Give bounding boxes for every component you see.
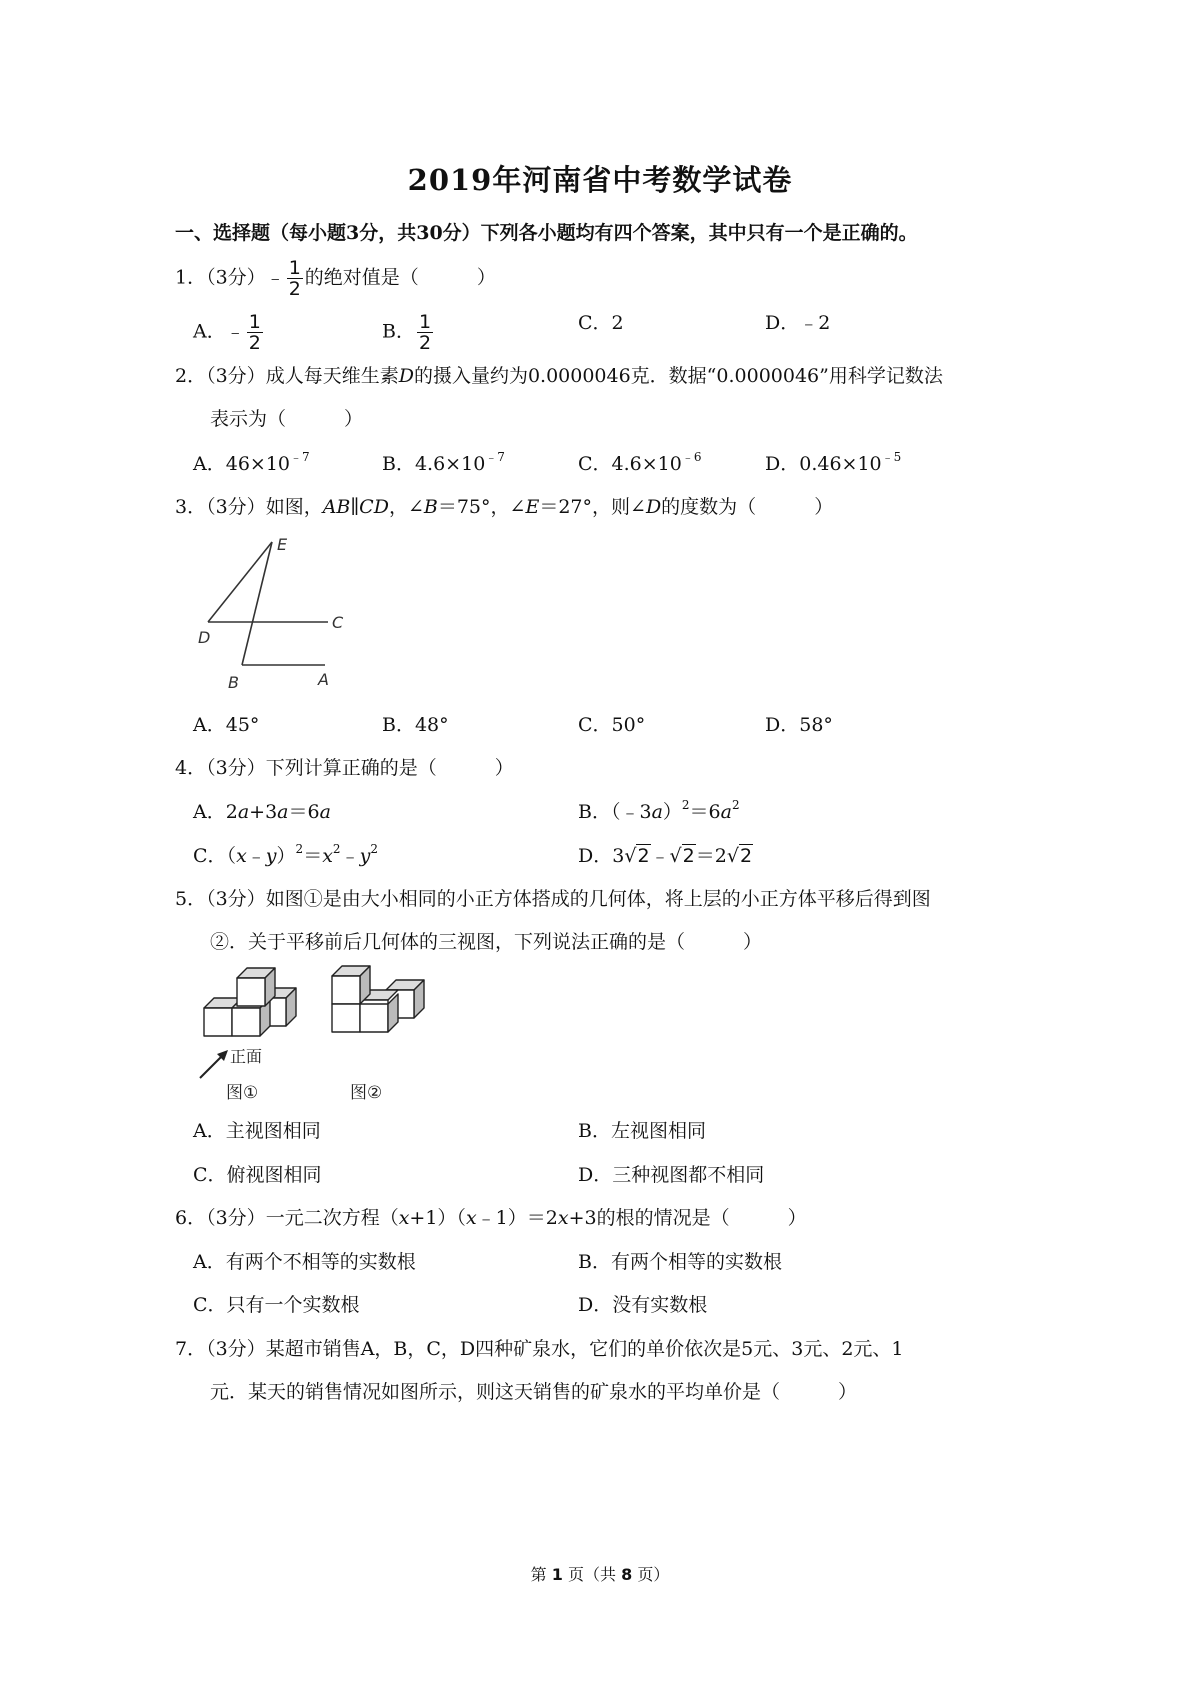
question-2-cont: 表示为（ ） bbox=[210, 408, 364, 430]
q6-option-c: C．只有一个实数根 bbox=[193, 1294, 360, 1316]
question-7-cont: 元．某天的销售情况如图所示，则这天销售的矿泉水的平均单价是（ ） bbox=[210, 1381, 858, 1403]
page-title: 2019年河南省中考数学试卷 bbox=[407, 163, 793, 197]
q5-option-d: D．三种视图都不相同 bbox=[578, 1164, 765, 1186]
figure-1-cubes bbox=[204, 968, 296, 1036]
q3-option-a: A．45° bbox=[193, 714, 260, 736]
figure-1-label: 图① bbox=[226, 1083, 259, 1103]
q3-option-d: D．58° bbox=[765, 714, 833, 736]
q4-option-c: C．$(x﹣y)^2=x^2﹣y^2$ bbox=[193, 841, 378, 867]
question-7: 7．（3分）某超市销售A，B，C，D四种矿泉水，它们的单价依次是5元、3元、2元、1 bbox=[175, 1338, 904, 1360]
front-label: 正面 bbox=[230, 1047, 263, 1066]
q1-option-b: B． $\frac{1}{2}$ bbox=[382, 311, 432, 354]
question-2: 2．（3分）成人每天维生素D的摄入量约为0.0000046克．数据“0.0000046”用科学记数法 bbox=[175, 365, 943, 387]
q6-option-b: B．有两个相等的实数根 bbox=[578, 1251, 782, 1273]
q3-option-c: C．50° bbox=[578, 714, 646, 736]
q4-option-b: B．$(﹣3a)^2=6a^2$ bbox=[578, 797, 740, 823]
question-5: 5．（3分）如图①是由大小相同的小正方体搭成的几何体，将上层的小正方体平移后得到图 bbox=[175, 888, 931, 910]
figure-2-label: 图② bbox=[350, 1083, 383, 1103]
q1-option-a: A．﹣ $\frac{1}{2}$ bbox=[193, 311, 261, 354]
q2-option-c: C．$4.6\times 10^{﹣6}$ bbox=[578, 449, 702, 475]
question-1: 1．（3分）﹣ $\frac{1}{2}$ 的绝对值是（ ） bbox=[175, 257, 496, 300]
question-3: 3．（3分）如图，AB∥CD，∠B＝75°，∠E＝27°，则∠D的度数为（ ） bbox=[175, 496, 834, 518]
q1-option-d: D．﹣2 bbox=[765, 312, 831, 334]
q3-option-b: B．48° bbox=[382, 714, 449, 736]
label-c: C bbox=[332, 613, 344, 632]
q4-option-a: A．2a+3a＝6a bbox=[193, 801, 331, 823]
q5-option-b: B．左视图相同 bbox=[578, 1120, 706, 1142]
label-a: A bbox=[318, 670, 329, 689]
page-footer: 第 1 页（共 8 页） bbox=[530, 1565, 670, 1584]
section-heading: 一、选择题（每小题3分，共30分）下列各小题均有四个答案，其中只有一个是正确的。 bbox=[175, 222, 918, 244]
q5-cube-figures bbox=[190, 958, 450, 1108]
q5-option-c: C．俯视图相同 bbox=[193, 1164, 322, 1186]
q5-option-a: A．主视图相同 bbox=[193, 1120, 321, 1142]
q3-geometry-figure bbox=[190, 528, 370, 698]
q6-option-d: D．没有实数根 bbox=[578, 1294, 708, 1316]
figure-2-cubes bbox=[332, 966, 424, 1032]
front-arrow-icon bbox=[200, 1050, 228, 1078]
question-4: 4．（3分）下列计算正确的是（ ） bbox=[175, 757, 514, 779]
q1-option-c: C．2 bbox=[578, 312, 624, 334]
q2-option-d: D．$0.46\times 10^{﹣5}$ bbox=[765, 449, 902, 475]
label-d: D bbox=[198, 628, 211, 647]
label-b: B bbox=[228, 673, 239, 692]
q2-option-b: B．$4.6\times 10^{﹣7}$ bbox=[382, 449, 505, 475]
fraction: $\frac{1}{2}$ bbox=[288, 257, 301, 300]
q4-option-d: D．3√2﹣√2＝2√2 bbox=[578, 845, 753, 867]
q2-option-a: A．$46\times 10^{﹣7}$ bbox=[193, 449, 310, 475]
question-6: 6．（3分）一元二次方程（x+1）（x﹣1）＝2x+3的根的情况是（ ） bbox=[175, 1207, 807, 1229]
label-e: E bbox=[277, 535, 288, 554]
q6-option-a: A．有两个不相等的实数根 bbox=[193, 1251, 416, 1273]
question-5-cont: ②．关于平移前后几何体的三视图，下列说法正确的是（ ） bbox=[210, 931, 763, 953]
